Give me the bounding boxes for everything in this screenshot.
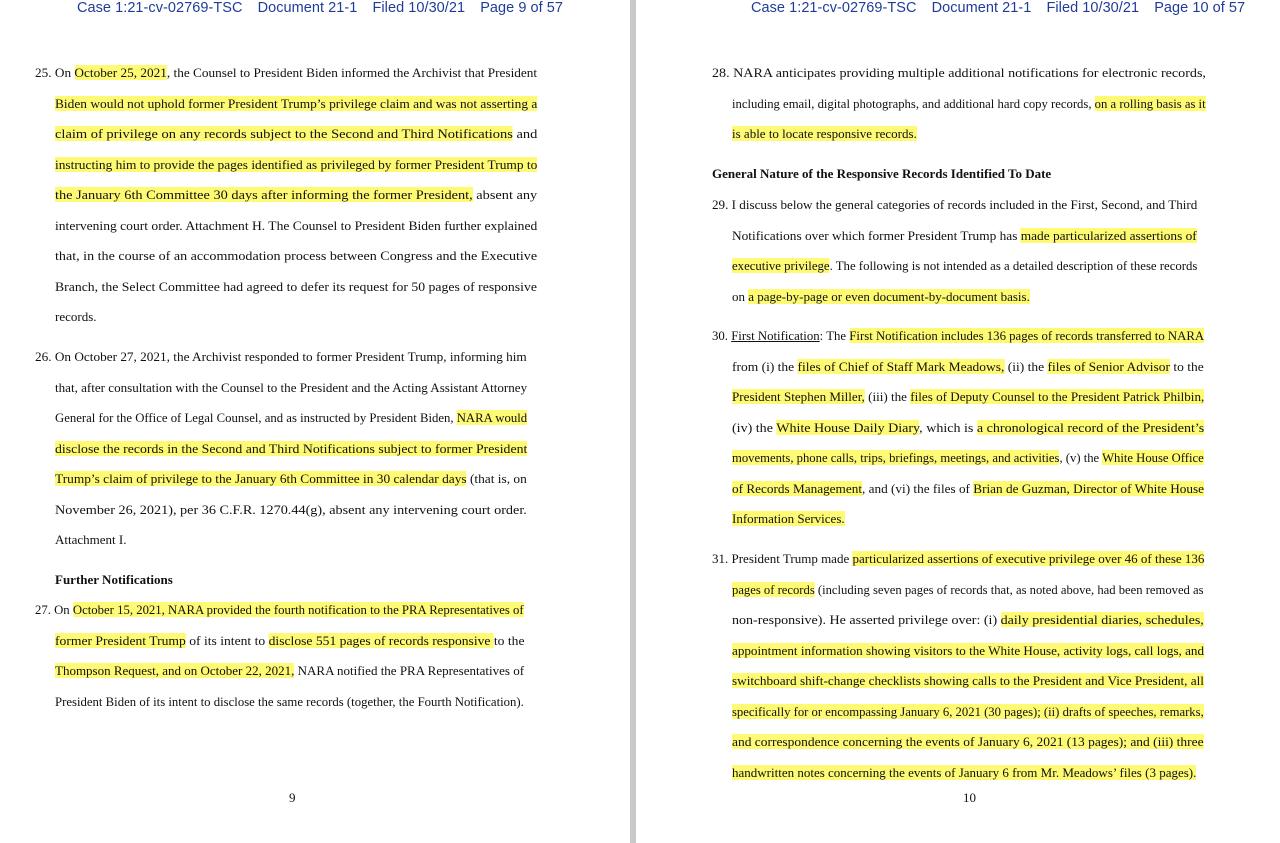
highlighted-text: Biden would not uphold former President Trump’s privilege claim and was not asserting a: [55, 95, 538, 111]
highlighted-text: disclose the records in the Second and Third Notifications subject to former President: [55, 440, 528, 456]
ecf-header: [77, 0, 574, 16]
page-count: Page 9 of 57: [480, 0, 564, 16]
highlighted-text: and correspondence concerning the events of January 6, 2021 (13 pages); and (iii) three: [732, 734, 1204, 749]
text-line: [712, 65, 1206, 81]
text-line: [712, 328, 1204, 344]
text-run: General for the Office of Legal Counsel, and as instructed by President Biden,: [55, 410, 457, 425]
highlighted-text: handwritten notes concerning the events of January 6 from Mr. Meadows’ files (3 pages).: [732, 764, 1197, 780]
text-run: from (i) the: [732, 358, 798, 374]
text-run: , which is: [919, 419, 977, 435]
case-number: Case 1:21-cv-02769-TSC: [77, 0, 243, 16]
case-number: Case 1:21-cv-02769-TSC: [751, 0, 917, 16]
highlighted-text: a chronological record of the President’s: [976, 419, 1205, 435]
text-line: [55, 532, 126, 548]
text-line: [732, 450, 1204, 466]
document-number: Document 21-1: [931, 0, 1032, 16]
highlighted-text: appointment information showing visitors to the White House, activity logs, call logs, and: [732, 642, 1205, 658]
text-run: 27. On: [35, 602, 73, 617]
text-run: 28. NARA anticipates providing multiple additional notifications for electronic records,: [712, 65, 1206, 80]
text-line: [732, 734, 1204, 750]
highlighted-text: NARA would: [456, 410, 528, 425]
document-number: Document 21-1: [257, 0, 358, 16]
highlighted-text: October 15, 2021, NARA provided the fourth notification to the PRA Representatives of: [72, 602, 524, 617]
text-line: [732, 673, 1204, 689]
highlighted-text: pages of records: [732, 581, 815, 597]
text-run: : The: [819, 328, 850, 343]
text-run: and: [512, 126, 538, 141]
text-line: [55, 157, 537, 173]
highlighted-text: disclose 551 pages of records responsive: [268, 632, 494, 648]
highlighted-text: of Records Management: [732, 480, 862, 496]
text-run: 30.: [712, 328, 732, 343]
text-run: intervening court order. Attachment H. The Counsel to President Biden further explained: [55, 217, 538, 233]
ecf-header: [751, 0, 1256, 16]
text-line: [55, 187, 537, 203]
highlighted-text: particularized assertions of executive privilege over 46 of these 136: [852, 551, 1205, 566]
text-run: , and (vi) the files of: [861, 480, 974, 496]
text-run: on: [732, 288, 749, 304]
highlighted-text: is able to locate responsive records.: [732, 126, 917, 141]
highlighted-text: on a rolling basis as it: [1094, 95, 1206, 111]
highlighted-text: the January 6th Committee 30 days after informing the former President,: [55, 187, 473, 202]
highlighted-text: October 25, 2021: [74, 65, 167, 80]
text-run: that, in the course of an accommodation process between Congress and the Executive: [55, 248, 538, 263]
text-line: [55, 96, 537, 112]
text-line: [732, 612, 1204, 628]
text-line: [732, 126, 917, 142]
page-count: Page 10 of 57: [1154, 0, 1246, 16]
text-run: NARA notified the PRA Representatives of: [294, 663, 525, 678]
text-line: [732, 643, 1204, 659]
section-heading-general-nature: General Nature of the Responsive Records Identified To Date: [712, 166, 1052, 181]
text-line: [732, 359, 1204, 375]
text-run: 29. I discuss below the general categories of records included in the First, Second, and Third: [712, 197, 1198, 212]
highlighted-text: President Stephen Miller,: [732, 389, 865, 404]
text-line: [55, 502, 527, 518]
text-line: [732, 582, 1204, 598]
text-line: [732, 765, 1196, 781]
text-line: [732, 511, 845, 527]
text-run: Attachment I.: [55, 532, 127, 547]
text-line: [55, 279, 537, 295]
highlighted-text: a page-by-page or even document-by-document basis.: [748, 288, 1030, 304]
text-line: [712, 197, 1197, 213]
text-line: [732, 258, 1197, 274]
text-run: non-responsive). He asserted privilege over: (i): [732, 612, 1001, 627]
highlighted-text: specifically for or encompassing January 6, 2021 (30 pages); (ii) drafts of speeches, remarks,: [732, 703, 1204, 719]
text-run: 31. President Trump made: [712, 551, 853, 566]
text-line: [732, 704, 1204, 720]
highlighted-text: files of Senior Advisor: [1047, 358, 1170, 374]
filed-date: Filed 10/30/21: [1046, 0, 1140, 16]
highlighted-text: movements, phone calls, trips, briefings, meetings, and activities: [732, 450, 1060, 465]
highlighted-text: made particularized assertions of: [1020, 227, 1197, 243]
section-heading-further-notifications: Further Notifications: [55, 572, 173, 587]
text-line: [732, 389, 1204, 405]
text-line: [55, 441, 527, 457]
text-line: [55, 309, 97, 325]
text-run: to the: [1169, 358, 1204, 374]
page-number: 9: [289, 790, 296, 805]
page-number: 10: [963, 790, 976, 805]
highlighted-text: White House Office: [1102, 450, 1204, 465]
text-run: (that is, on: [466, 471, 527, 486]
text-run: 25. On: [35, 65, 75, 80]
highlighted-text: claim of privilege on any records subject to the Second and Third Notifications: [55, 126, 513, 141]
text-line: [55, 663, 524, 679]
text-run: records.: [55, 309, 97, 324]
text-line: [35, 602, 524, 618]
highlighted-text: First Notification includes 136 pages of records transferred to NARA: [849, 328, 1205, 343]
text-line: [55, 380, 527, 396]
highlighted-text: switchboard shift-change checklists showing calls to the President and Vice President, all: [732, 673, 1204, 688]
text-line: [732, 289, 1030, 305]
text-run: 26. On October 27, 2021, the Archivist responded to former President Trump, informing him: [35, 349, 527, 364]
highlighted-text: Trump’s claim of privilege to the January 6th Committee in 30 calendar days: [55, 471, 467, 486]
text-run: First Notification: [731, 328, 820, 343]
document-page-left: [0, 0, 630, 843]
text-run: Notifications over which former President Trump has: [732, 227, 1021, 243]
highlighted-text: Thompson Request, and on October 22, 2021,: [55, 663, 295, 678]
text-line: [55, 694, 524, 710]
highlighted-text: executive privilege: [732, 258, 830, 273]
text-line: [55, 248, 537, 264]
highlighted-text: instructing him to provide the pages identified as privileged by former President Trump to: [55, 156, 538, 172]
text-line: [55, 633, 525, 649]
text-run: November 26, 2021), per 36 C.F.R. 1270.44(g), absent any intervening court order.: [55, 501, 527, 517]
text-line: [35, 349, 527, 365]
text-line: [732, 481, 1204, 497]
document-page-right: [636, 0, 1280, 843]
text-run: President Biden of its intent to disclose the same records (together, the Fourth Notification).: [55, 693, 524, 709]
highlighted-text: former President Trump: [55, 632, 186, 648]
text-run: of its intent to: [185, 632, 269, 648]
text-run: (ii) the: [1004, 358, 1048, 374]
text-run: , the Counsel to President Biden informed the Archivist that President: [166, 65, 538, 80]
highlighted-text: daily presidential diaries, schedules,: [1000, 612, 1204, 627]
text-run: Branch, the Select Committee had agreed to defer its request for 50 pages of responsive: [55, 278, 537, 294]
text-line: [35, 65, 537, 81]
text-run: that, after consultation with the Counsel to the President and the Acting Assistant Attorney: [55, 379, 528, 395]
text-line: [732, 228, 1197, 244]
highlighted-text: Brian de Guzman, Director of White House: [973, 480, 1204, 496]
text-line: [732, 96, 1206, 112]
text-run: to the: [493, 632, 525, 648]
text-run: absent any: [472, 187, 538, 202]
text-run: . The following is not intended as a detailed description of these records: [829, 258, 1198, 273]
text-run: (iii) the: [864, 389, 911, 404]
text-run: (iv) the: [732, 419, 777, 435]
text-run: including email, digital photographs, and additional hard copy records,: [732, 95, 1095, 111]
highlighted-text: files of Deputy Counsel to the President Patrick Philbin,: [910, 389, 1205, 404]
text-line: [55, 126, 537, 142]
text-line: [55, 410, 527, 426]
text-run: , (v) the: [1059, 450, 1103, 465]
highlighted-text: White House Daily Diary: [776, 419, 920, 435]
highlighted-text: Information Services.: [732, 511, 845, 526]
text-line: [55, 218, 537, 234]
text-line: [732, 420, 1204, 436]
text-line: [712, 551, 1204, 567]
filed-date: Filed 10/30/21: [372, 0, 466, 16]
text-run: (including seven pages of records that, as noted above, had been removed as: [814, 581, 1204, 597]
highlighted-text: files of Chief of Staff Mark Meadows,: [797, 358, 1005, 374]
text-line: [55, 471, 527, 487]
